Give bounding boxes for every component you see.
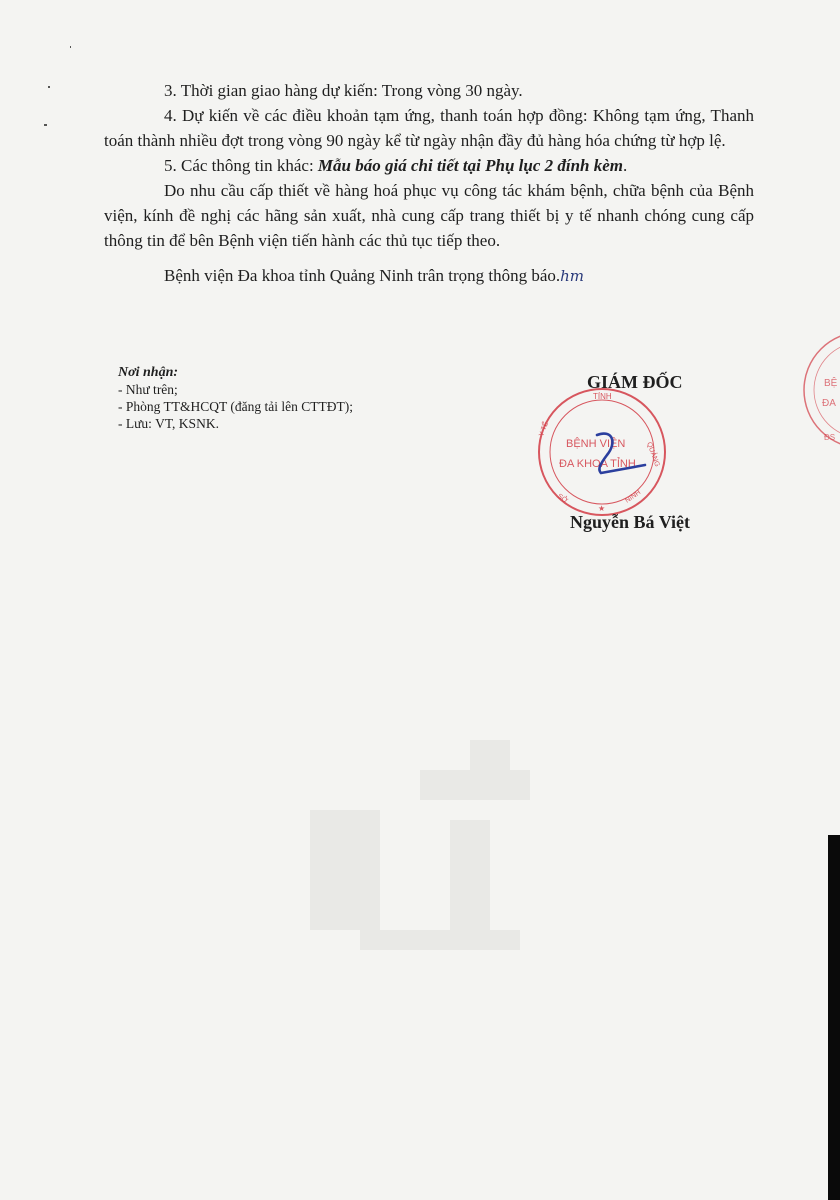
svg-text:★: ★ (598, 504, 606, 513)
stamp-center-line1: BỆNH VIỆN (566, 438, 626, 450)
edge-stamp-text: ĐS (824, 433, 836, 442)
signatory-title: GIÁM ĐỐC (587, 372, 683, 392)
scan-speck (48, 86, 50, 88)
stamp-right-text: QUẢNG (645, 441, 661, 468)
signatory-name: Nguyễn Bá Việt (570, 512, 691, 532)
stamp-left-text: Y TẾ (538, 420, 551, 438)
recipients-title: Nơi nhận: (118, 365, 179, 380)
stamp-top-text: TỈNH (593, 392, 612, 401)
recipient-item: - Như trên; (118, 382, 178, 397)
item-5-other-info (104, 153, 754, 178)
stamp-bottom-left: SỞ (555, 492, 569, 505)
scan-speck (44, 124, 47, 126)
recipient-item: - Phòng TT&HCQT (đăng tải lên CTTĐT); (118, 399, 353, 414)
scan-speck (70, 46, 71, 48)
item-5-prefix: 5. Các thông tin khác: (164, 156, 318, 175)
request-paragraph: Do nhu cầu cấp thiết về hàng hoá phục vụ công tác khám bệnh, chữa bệnh của Bệnh viện, kính đề nghị các hãng sản xuất, nhà cung cấp trang thiết bị y tế nhanh chóng cung cấp thông tin để bên Bệnh viện tiến hành các thủ tục tiếp theo. (104, 181, 754, 250)
closing-initials: hm (560, 267, 585, 285)
edge-stamp-text: ĐA (822, 398, 836, 409)
stamp-bottom-right: NINH (624, 489, 643, 505)
item-5-suffix: . (623, 156, 628, 175)
scan-edge-bar (828, 835, 840, 1200)
item-4-payment-terms: 4. Dự kiến về các điều khoản tạm ứng, thanh toán hợp đồng: Không tạm ứng, Thanh toán thành nhiều đợt trong vòng 90 ngày kể từ ngày nhận đầy đủ hàng hóa chứng từ hợp lệ. (104, 106, 754, 150)
hospital-seal-stamp (535, 385, 670, 520)
closing-text: Bệnh viện Đa khoa tỉnh Quảng Ninh trân trọng thông báo. (164, 266, 561, 285)
document-body (104, 78, 754, 289)
item-3-delivery-time: 3. Thời gian giao hàng dự kiến: Trong vòng 30 ngày. (164, 81, 523, 100)
stamp-center-line2: ĐA KHOA TỈNH (559, 458, 636, 470)
item-5-emphasis: Mẫu báo giá chi tiết tại Phụ lục 2 đính kèm (317, 156, 624, 175)
edge-seal-stamp (800, 320, 840, 460)
bleed-through-shadow (300, 740, 570, 960)
recipients-block (118, 364, 353, 432)
closing-line (104, 263, 754, 289)
edge-stamp-text: BỆ (824, 378, 838, 389)
recipient-item: - Lưu: VT, KSNK. (118, 416, 219, 431)
